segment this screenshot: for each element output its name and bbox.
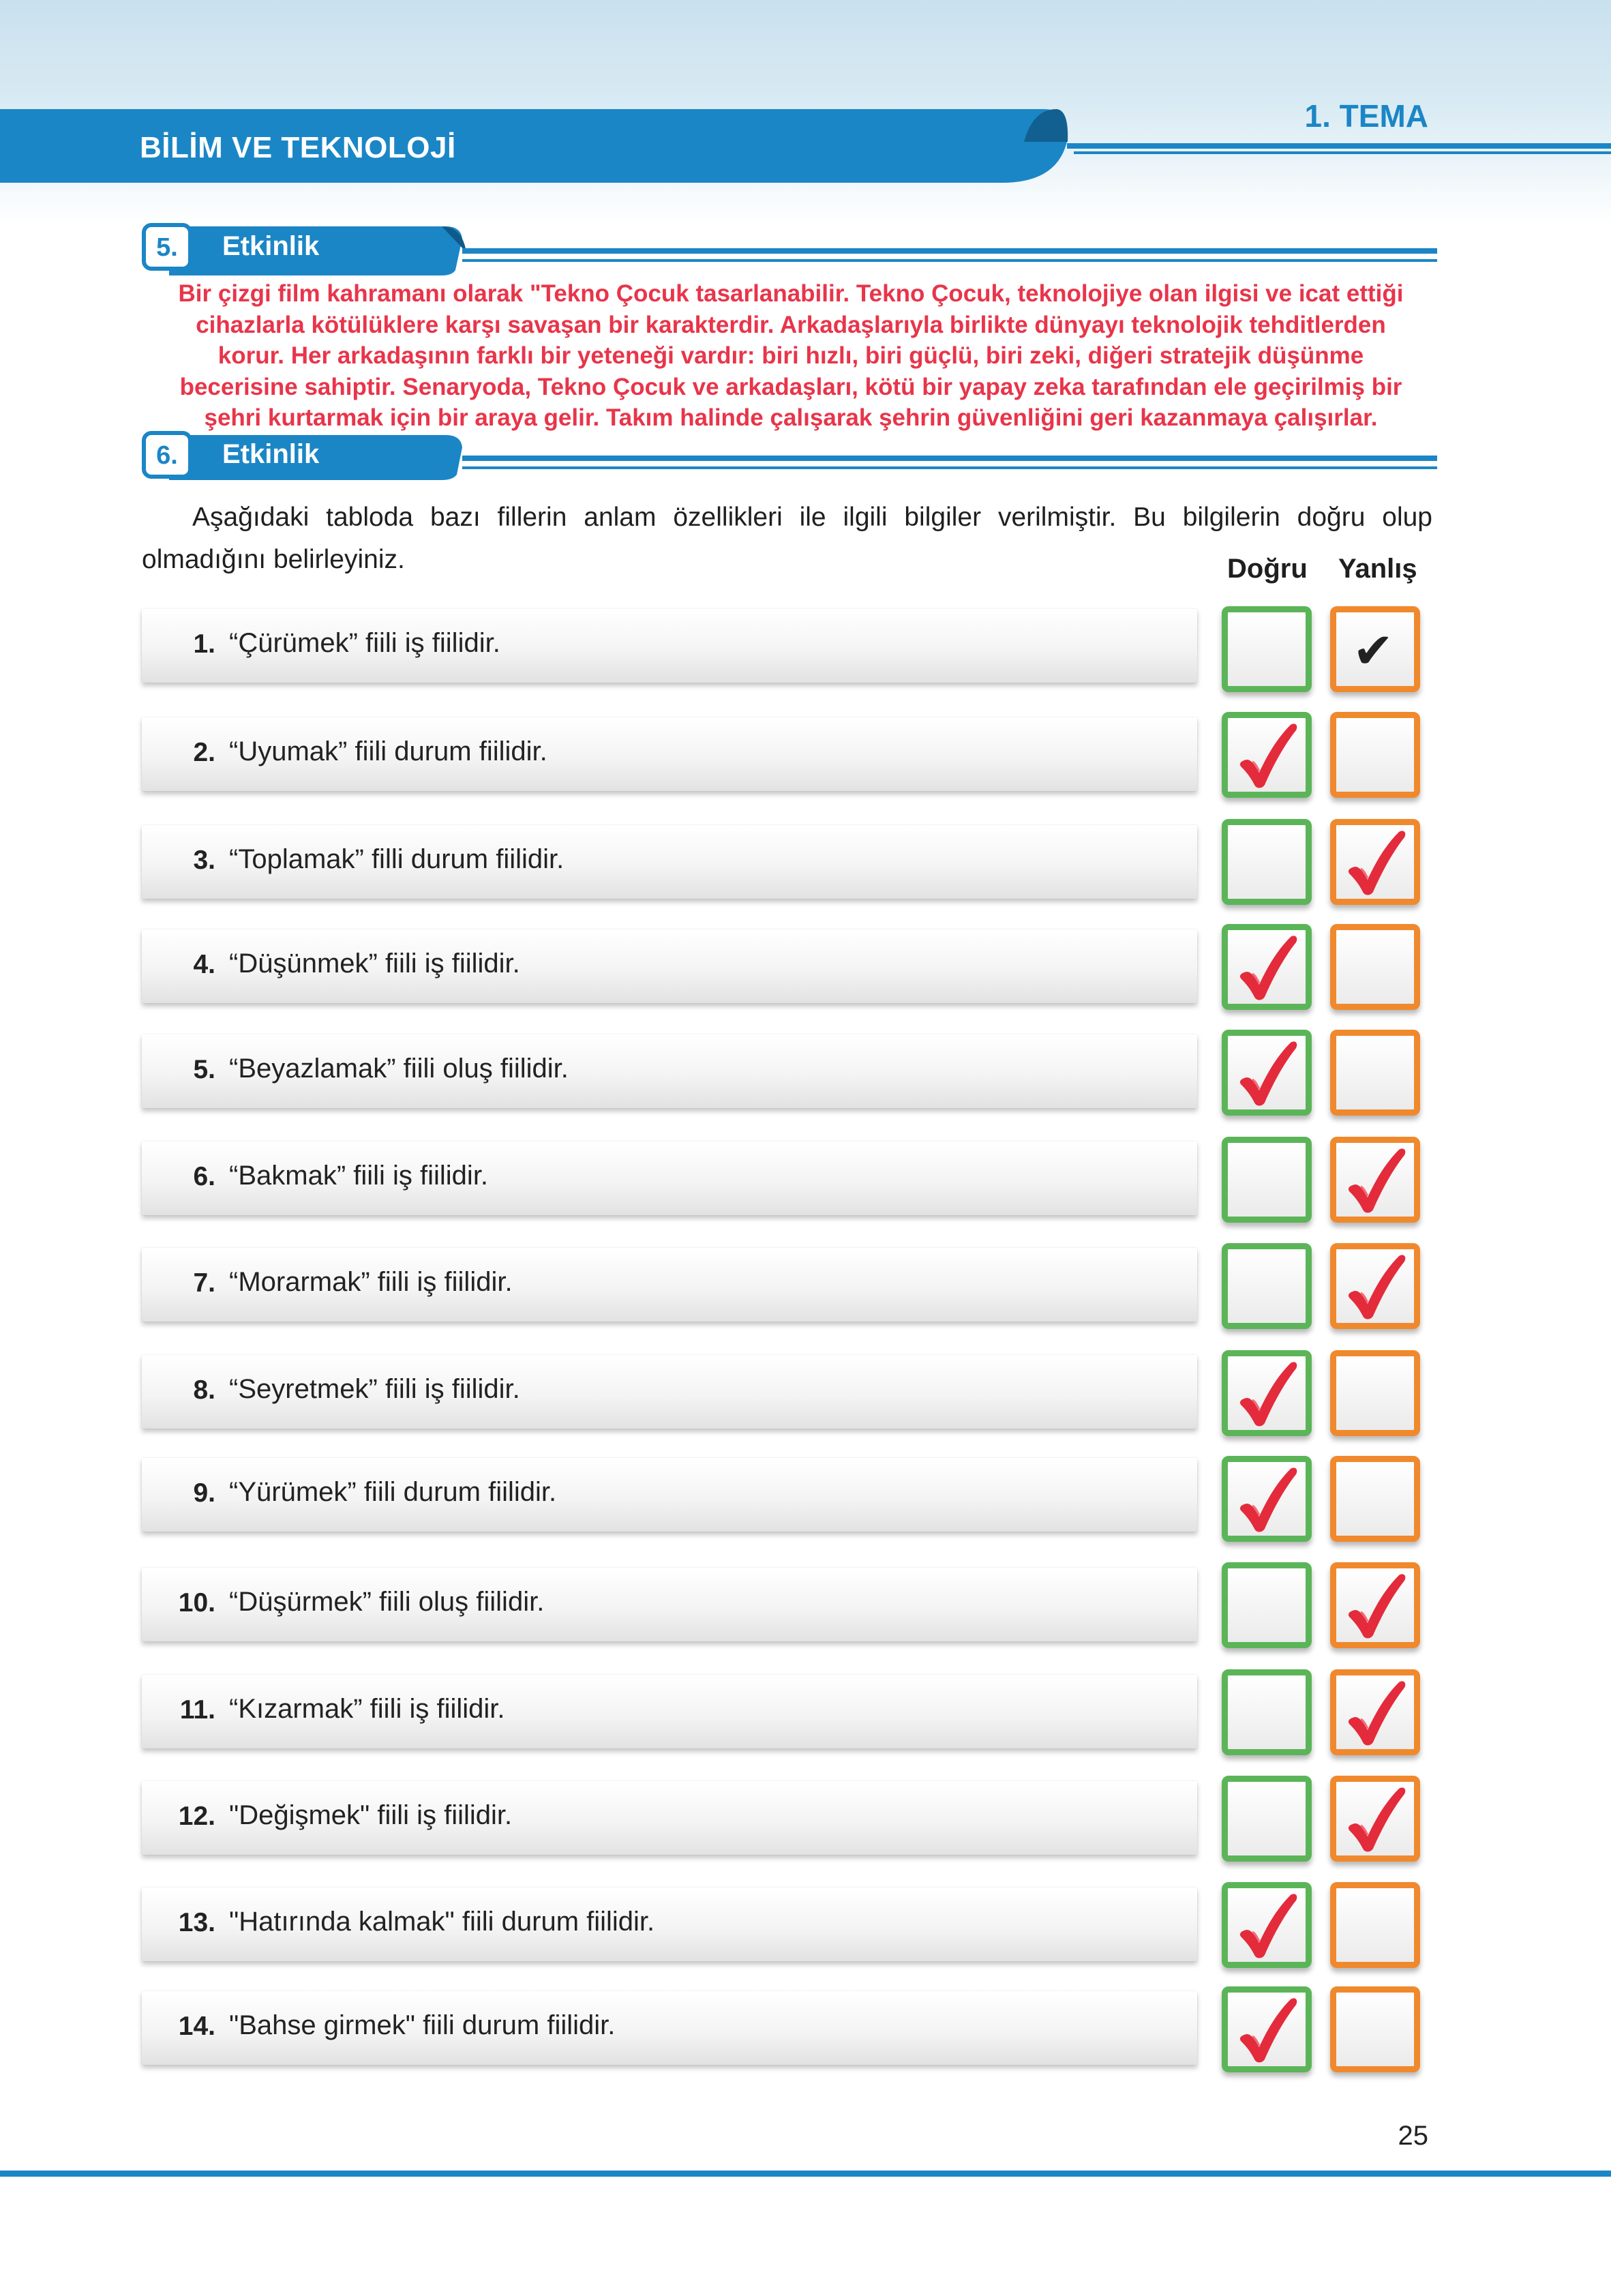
false-checkbox[interactable] (1330, 1456, 1420, 1542)
activity-5-line: şehri kurtarmak için bir araya gelir. Takım halinde çalışarak şehrin güvenliğini geri kazanmaya çalışırlar. (204, 404, 1378, 431)
false-checkbox[interactable] (1330, 712, 1420, 798)
red-check-icon (1232, 1036, 1307, 1111)
row-number: 13. (178, 1908, 215, 1937)
row-number: 7. (193, 1268, 215, 1298)
row-statement: “Beyazlamak” fiili oluş fiilidir. (229, 1054, 569, 1084)
activity-5-number: 5. (142, 223, 192, 271)
red-check-icon (1340, 1249, 1415, 1324)
true-checkbox[interactable] (1222, 712, 1312, 798)
row-statement: “Uyumak” fiili durum fiilidir. (229, 736, 547, 766)
red-check-icon (1340, 1568, 1415, 1643)
table-row (142, 1781, 1197, 1855)
activity-5-line: becerisine sahiptir. Senaryoda, Tekno Çocuk ve arkadaşları, kötü bir yapay zeka tarafından ele geçirilmiş bir (179, 373, 1402, 400)
activity-6-instruction: Aşağıdaki tabloda bazı fillerin anlam özellikleri ile ilgili bilgiler verilmiştir. Bu bilgilerin doğru olup olmadığını belirleyiniz. (142, 503, 1432, 574)
true-checkbox[interactable] (1222, 1669, 1312, 1755)
check-mark-icon: ✔ (1353, 622, 1394, 679)
table-row (142, 1355, 1197, 1429)
true-checkbox[interactable] (1222, 1882, 1312, 1968)
row-statement: “Seyretmek” fiili iş fiilidir. (229, 1374, 520, 1404)
false-checkbox[interactable] (1330, 1986, 1420, 2072)
true-checkbox[interactable] (1222, 819, 1312, 905)
row-number: 6. (193, 1162, 215, 1191)
table-row (142, 609, 1197, 683)
red-check-icon (1340, 1143, 1415, 1218)
false-checkbox[interactable] (1330, 1243, 1420, 1329)
row-number: 2. (193, 738, 215, 767)
red-check-icon (1340, 1782, 1415, 1857)
false-checkbox[interactable] (1330, 606, 1420, 692)
true-checkbox[interactable] (1222, 1986, 1312, 2072)
table-row (142, 1568, 1197, 1641)
table-row (142, 929, 1197, 1003)
page-number: 25 (1398, 2121, 1428, 2151)
true-checkbox[interactable] (1222, 1776, 1312, 1862)
activity-5-bar (142, 225, 1437, 277)
row-statement: “Kızarmak” fiili iş fiilidir. (229, 1694, 505, 1724)
true-checkbox[interactable] (1222, 1137, 1312, 1223)
row-number: 14. (178, 2012, 215, 2041)
activity-5-line: Bir çizgi film kahramanı olarak "Tekno Çocuk tasarlanabilir. Tekno Çocuk, teknolojiye olan ilgisi ve icat ettiği (178, 280, 1404, 307)
true-checkbox[interactable] (1222, 1350, 1312, 1436)
false-checkbox[interactable] (1330, 1882, 1420, 1968)
row-number: 1. (193, 629, 215, 659)
row-statement: "Bahse girmek" fiili durum fiilidir. (229, 2010, 616, 2040)
table-row (142, 1991, 1197, 2065)
red-check-icon (1232, 1462, 1307, 1537)
row-number: 4. (193, 950, 215, 979)
section-title: BİLİM VE TEKNOLOJİ (140, 131, 456, 164)
column-header-false: Yanlış (1338, 554, 1417, 584)
false-checkbox[interactable] (1330, 1137, 1420, 1223)
activity-5-text (126, 278, 1456, 434)
false-checkbox[interactable] (1330, 819, 1420, 905)
row-number: 5. (193, 1055, 215, 1084)
row-statement: "Hatırında kalmak" fiili durum fiilidir. (229, 1907, 655, 1937)
table-row (142, 1888, 1197, 1961)
row-statement: “Bakmak” fiili iş fiilidir. (229, 1161, 489, 1191)
row-number: 12. (178, 1802, 215, 1831)
footer-rule (0, 2171, 1611, 2177)
false-checkbox[interactable] (1330, 1776, 1420, 1862)
column-header-true: Doğru (1227, 554, 1308, 584)
table-row (142, 1142, 1197, 1215)
row-statement: “Toplamak” filli durum fiilidir. (229, 844, 564, 874)
activity-5-line: cihazlarla kötülüklere karşı savaşan bir karakterdir. Arkadaşlarıyla birlikte dünyayı teknolojik tehditlerden (196, 311, 1386, 338)
table-row (142, 1034, 1197, 1108)
true-checkbox[interactable] (1222, 924, 1312, 1010)
true-checkbox[interactable] (1222, 1562, 1312, 1648)
activity-5-line: korur. Her arkadaşının farklı bir yeteneği vardır: biri hızlı, biri güçlü, biri zeki, diğeri stratejik düşünme (217, 342, 1364, 369)
true-checkbox[interactable] (1222, 1243, 1312, 1329)
activity-5-label: Etkinlik (222, 231, 320, 261)
row-statement: “Morarmak” fiili iş fiilidir. (229, 1267, 513, 1297)
table-row (142, 717, 1197, 791)
true-checkbox[interactable] (1222, 1456, 1312, 1542)
red-check-icon (1232, 1888, 1307, 1963)
row-number: 11. (179, 1695, 215, 1725)
false-checkbox[interactable] (1330, 1562, 1420, 1648)
true-checkbox[interactable] (1222, 606, 1312, 692)
row-number: 10. (178, 1588, 215, 1617)
true-checkbox[interactable] (1222, 1030, 1312, 1116)
row-statement: “Yürümek” fiili durum fiilidir. (229, 1477, 557, 1507)
red-check-icon (1340, 1675, 1415, 1750)
activity-6-number: 6. (142, 431, 192, 479)
false-checkbox[interactable] (1330, 1030, 1420, 1116)
row-number: 3. (193, 846, 215, 875)
table-row (142, 825, 1197, 899)
row-number: 9. (193, 1478, 215, 1508)
row-number: 8. (193, 1375, 215, 1405)
table-row (142, 1248, 1197, 1322)
red-check-icon (1232, 718, 1307, 793)
red-check-icon (1340, 825, 1415, 900)
red-check-icon (1232, 1356, 1307, 1431)
row-statement: “Düşünmek” fiili iş fiilidir. (229, 949, 520, 979)
red-check-icon (1232, 930, 1307, 1005)
table-row (142, 1458, 1197, 1532)
false-checkbox[interactable] (1330, 1669, 1420, 1755)
row-statement: “Çürümek” fiili iş fiilidir. (229, 628, 500, 658)
red-check-icon (1232, 1993, 1307, 2068)
table-row (142, 1675, 1197, 1748)
row-statement: “Düşürmek” fiili oluş fiilidir. (229, 1587, 545, 1617)
false-checkbox[interactable] (1330, 924, 1420, 1010)
row-statement: "Değişmek" fiili iş fiilidir. (229, 1800, 513, 1830)
activity-6-bar (142, 434, 1437, 481)
false-checkbox[interactable] (1330, 1350, 1420, 1436)
activity-6-label: Etkinlik (222, 439, 320, 469)
theme-label: 1. TEMA (1304, 98, 1428, 134)
